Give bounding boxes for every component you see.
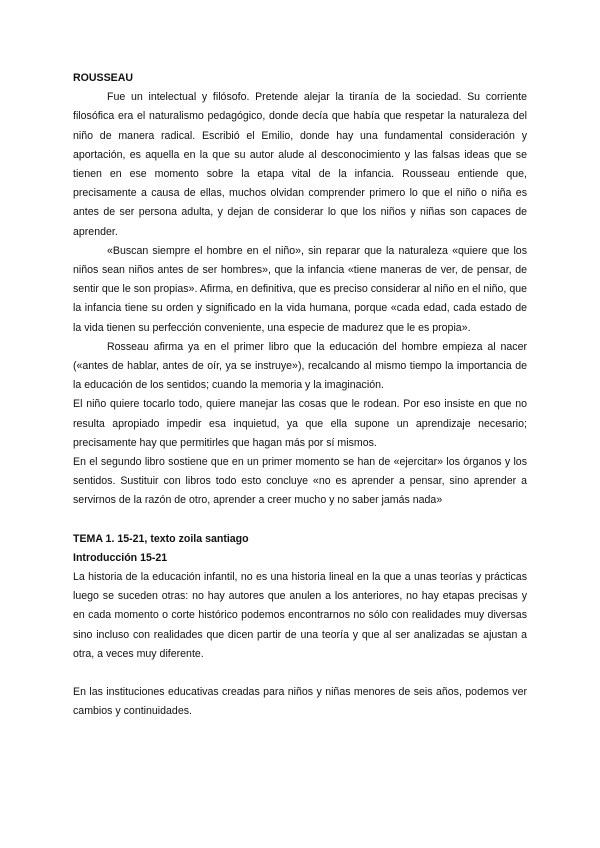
paragraph-rousseau-intro: Fue un intelectual y filósofo. Pretende alejar la tiranía de la sociedad. Su corriente filosófica era el naturalismo pedagógico, donde decía que había que respetar la naturaleza del niño de manera radical. Escribió el Emilio, donde hay una fundamental consideración y aportación, es aquella en la que su autor alude al desconocimiento y las falsas ideas que se tienen en ese momento sobre la etapa vital de la infancia. Rousseau entiende que, precisamente a causa de ellas, muchos olvidan comprender primero lo que el niño o niña es antes de ser persona adulta, y dejan de considerar lo que los niños y niñas son capaces de aprender.	[73, 91, 527, 238]
document-page	[73, 69, 527, 722]
section-subtitle-introduccion: Introducción 15-21	[73, 551, 168, 564]
paragraph-rousseau-quotes: «Buscan siempre el hombre en el niño», sin reparar que la naturaleza «quiere que los niños sean niños antes de ser hombres», que la infancia «tiene maneras de ver, de pensar, de sentir que le son propias». Afirma, en definitiva, que es preciso considerar al niño en el niño, que la infancia tiene su orden y significado en la vida humana, porque «cada edad, cada estado de la vida tienen su perfección conveniente, una especie de madurez que le es propia».	[73, 244, 527, 334]
section-spacer	[73, 511, 527, 530]
section-title-tema: TEMA 1. 15-21, texto zoila santiago	[73, 532, 249, 545]
paragraph-history: La historia de la educación infantil, no es una historia lineal en la que a unas teorías y prácticas luego se suceden otras: no hay autores que anulen a los anteriores, no hay etapas precisas y en cada momento o corte histórico podemos encontrarnos no sólo con realidades muy diversas sino incluso con realidades que dicen partir de una teoría y que al ser analizadas se ajustan a otra, a veces muy diferente.	[73, 571, 527, 660]
paragraph-institutions: En las instituciones educativas creadas para niños y niñas menores de seis años, podemos ver cambios y continuidades.	[73, 686, 527, 718]
paragraph-rousseau-second-book: En el segundo libro sostiene que en un primer momento se han de «ejercitar» los órganos y los sentidos. Sustituir con libros todo esto concluye «no es aprender a pensar, sino aprender a servirnos de la razón de otro, aprender a creer mucho y no saber jamás nada»	[73, 456, 527, 507]
paragraph-spacer	[73, 664, 527, 683]
paragraph-rousseau-touch: El niño quiere tocarlo todo, quiere manejar las cosas que le rodean. Por eso insiste en que no resulta apropiado impedir esa inquietud, ya que ella supone un aprendizaje necesario; precisamente hay que permitirles que hagan más por sí mismos.	[73, 398, 527, 449]
section-title-rousseau: ROUSSEAU	[73, 72, 134, 84]
paragraph-rousseau-first-book: Rosseau afirma ya en el primer libro que la educación del hombre empieza al nacer («antes de hablar, antes de oír, ya se instruye»), recalcando al mismo tiempo la importancia de la educación de los sentidos; cuando la memoria y la imaginación.	[73, 340, 527, 392]
